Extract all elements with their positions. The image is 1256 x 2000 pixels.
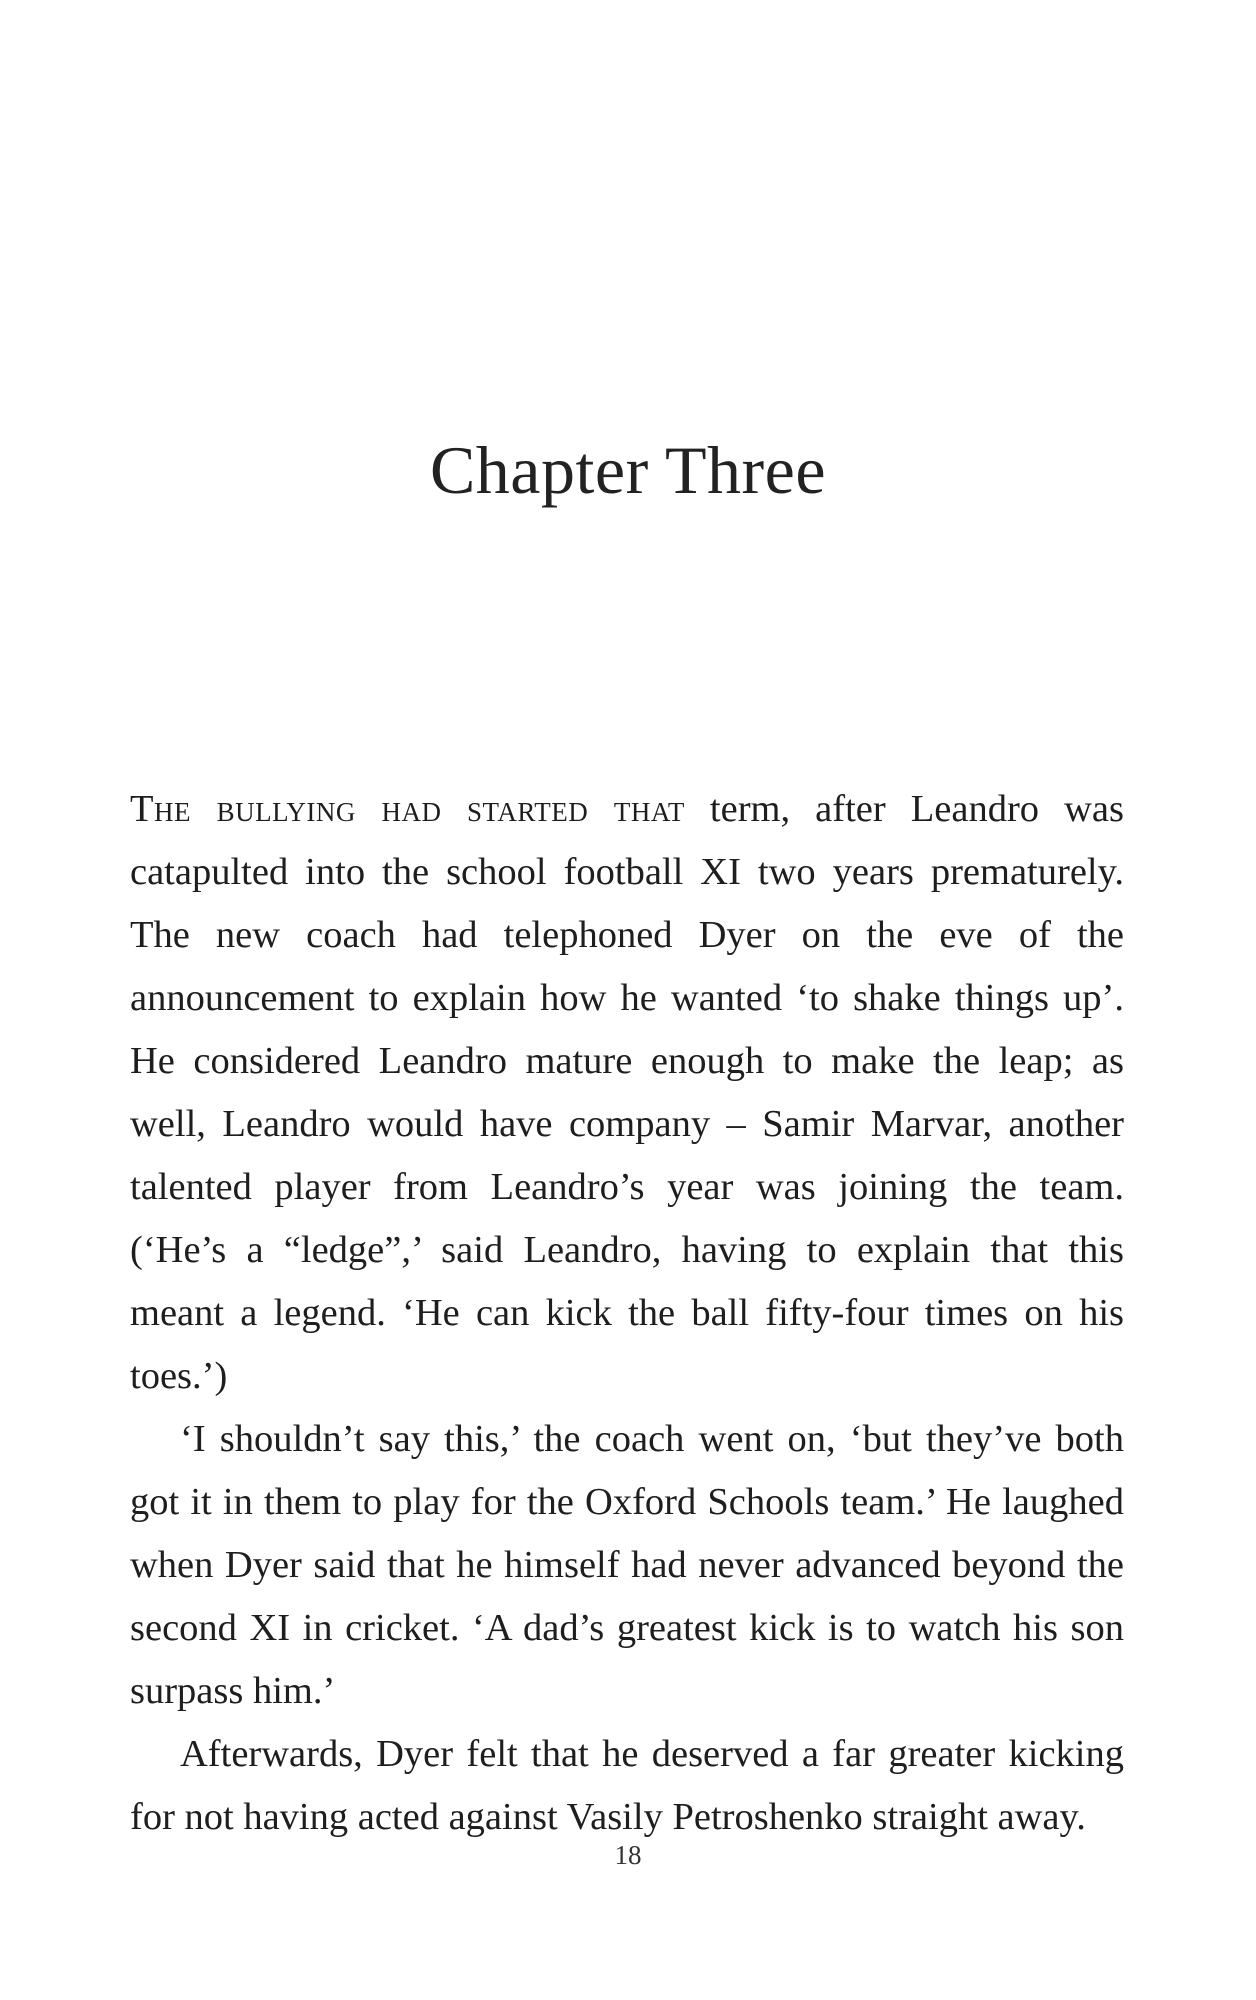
chapter-title: Chapter Three: [429, 432, 827, 508]
paragraph-text: Afterwards, Dyer felt that he deserved a far greater kicking for not having acted against Vasily Petroshenko straight away.: [130, 1733, 1124, 1838]
paragraph-text: term, after Leandro was catapulted into the school football XI two years prematurely. The new coach had telephoned Dyer on the eve of the announcement to explain how he wanted ‘to shake things up’. He considered Leandro mature enough to make the leap; as well, Leandro would have company – Samir Marvar, another talented player from Leandro’s year was joining the team. (‘He’s a “ledge”,’ said Leandro, having to explain that this meant a legend. ‘He can kick the ball fifty-four times on his toes.’): [130, 788, 1124, 1397]
paragraph-1: [130, 778, 1124, 1408]
page-number: 18: [614, 1840, 642, 1870]
paragraph-lead-smallcaps: The bullying had started that: [130, 788, 685, 830]
paragraph-2: [130, 1408, 1124, 1723]
paragraph-3: [130, 1723, 1124, 1849]
body-text: [130, 778, 1124, 1849]
paragraph-text: ‘I shouldn’t say this,’ the coach went on, ‘but they’ve both got it in them to play for the Oxford Schools team.’ He laughed when Dyer said that he himself had never advanced beyond the second XI in cricket. ‘A dad’s greatest kick is to watch his son surpass him.’: [130, 1418, 1124, 1712]
